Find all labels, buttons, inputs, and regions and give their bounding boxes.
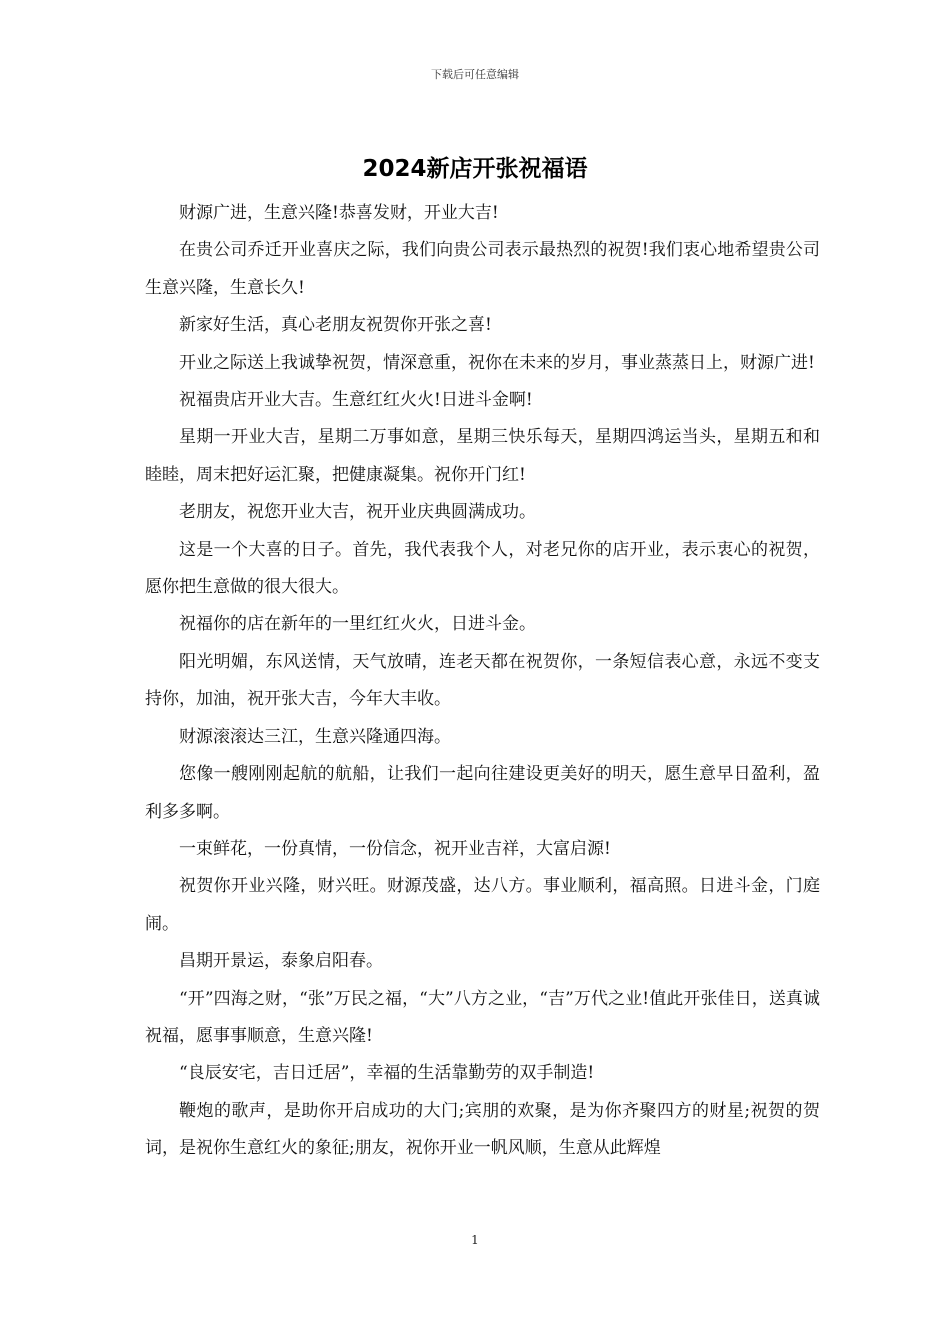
paragraph-1: 财源广进，生意兴隆!恭喜发财，开业大吉! [179, 203, 499, 223]
paragraph-11: 财源滚滚达三江，生意兴隆通四海。 [179, 726, 451, 747]
paragraph-7: 老朋友，祝您开业大吉，祝开业庆典圆满成功。 [179, 502, 536, 523]
paragraph-3: 新家好生活，真心老朋友祝贺你开张之喜! [179, 315, 492, 336]
paragraph-10: 阳光明媚，东风送情，天气放晴，连老天都在祝贺你，一条短信表心意，永远不变支持你，加油，祝开张大吉，今年大丰收。 [145, 651, 820, 710]
paragraph-17: “良辰安宅，吉日迁居”，幸福的生活靠勤劳的双手制造! [179, 1063, 595, 1084]
page-number: 1 [471, 1233, 479, 1247]
paragraph-13: 一束鲜花，一份真情，一份信念，祝开业吉祥，大富启源! [179, 838, 611, 859]
paragraph-5: 祝福贵店开业大吉。生意红红火火!日进斗金啊! [179, 390, 533, 411]
paragraph-15: 昌期开景运，泰象启阳春。 [179, 951, 383, 972]
page-header-note: 下载后可任意编辑 [431, 68, 519, 81]
paragraph-8: 这是一个大喜的日子。首先，我代表我个人，对老兄你的店开业，表示衷心的祝贺，愿你把生意做的很大很大。 [145, 539, 820, 598]
document-title: 2024新店开张祝福语 [362, 156, 588, 182]
paragraph-16: “开”四海之财，“张”万民之福，“大”八方之业，“吉”万代之业!值此开张佳日，送真诚祝福，愿事事顺意，生意兴隆! [145, 988, 820, 1046]
paragraph-18: 鞭炮的歌声，是助你开启成功的大门;宾朋的欢聚，是为你齐聚四方的财星;祝贺的贺词，是祝你生意红火的象征;朋友，祝你开业一帆风顺，生意从此辉煌 [145, 1100, 820, 1159]
paragraph-14: 祝贺你开业兴隆，财兴旺。财源茂盛，达八方。事业顺利，福高照。日进斗金，门庭闹。 [145, 876, 820, 934]
paragraph-12: 您像一艘刚刚起航的航船，让我们一起向往建设更美好的明天，愿生意早日盈利，盈利多多啊。 [145, 764, 820, 822]
paragraph-9: 祝福你的店在新年的一里红红火火，日进斗金。 [179, 614, 536, 635]
document-body [145, 195, 820, 1168]
paragraph-2: 在贵公司乔迁开业喜庆之际，我们向贵公司表示最热烈的祝贺!我们衷心地希望贵公司生意兴隆，生意长久! [145, 240, 820, 298]
paragraph-6: 星期一开业大吉，星期二万事如意，星期三快乐每天，星期四鸿运当头，星期五和和睦睦，周末把好运汇聚，把健康凝集。祝你开门红! [145, 427, 820, 485]
paragraph-4: 开业之际送上我诚挚祝贺，情深意重，祝你在未来的岁月，事业蒸蒸日上，财源广进! [179, 352, 815, 373]
